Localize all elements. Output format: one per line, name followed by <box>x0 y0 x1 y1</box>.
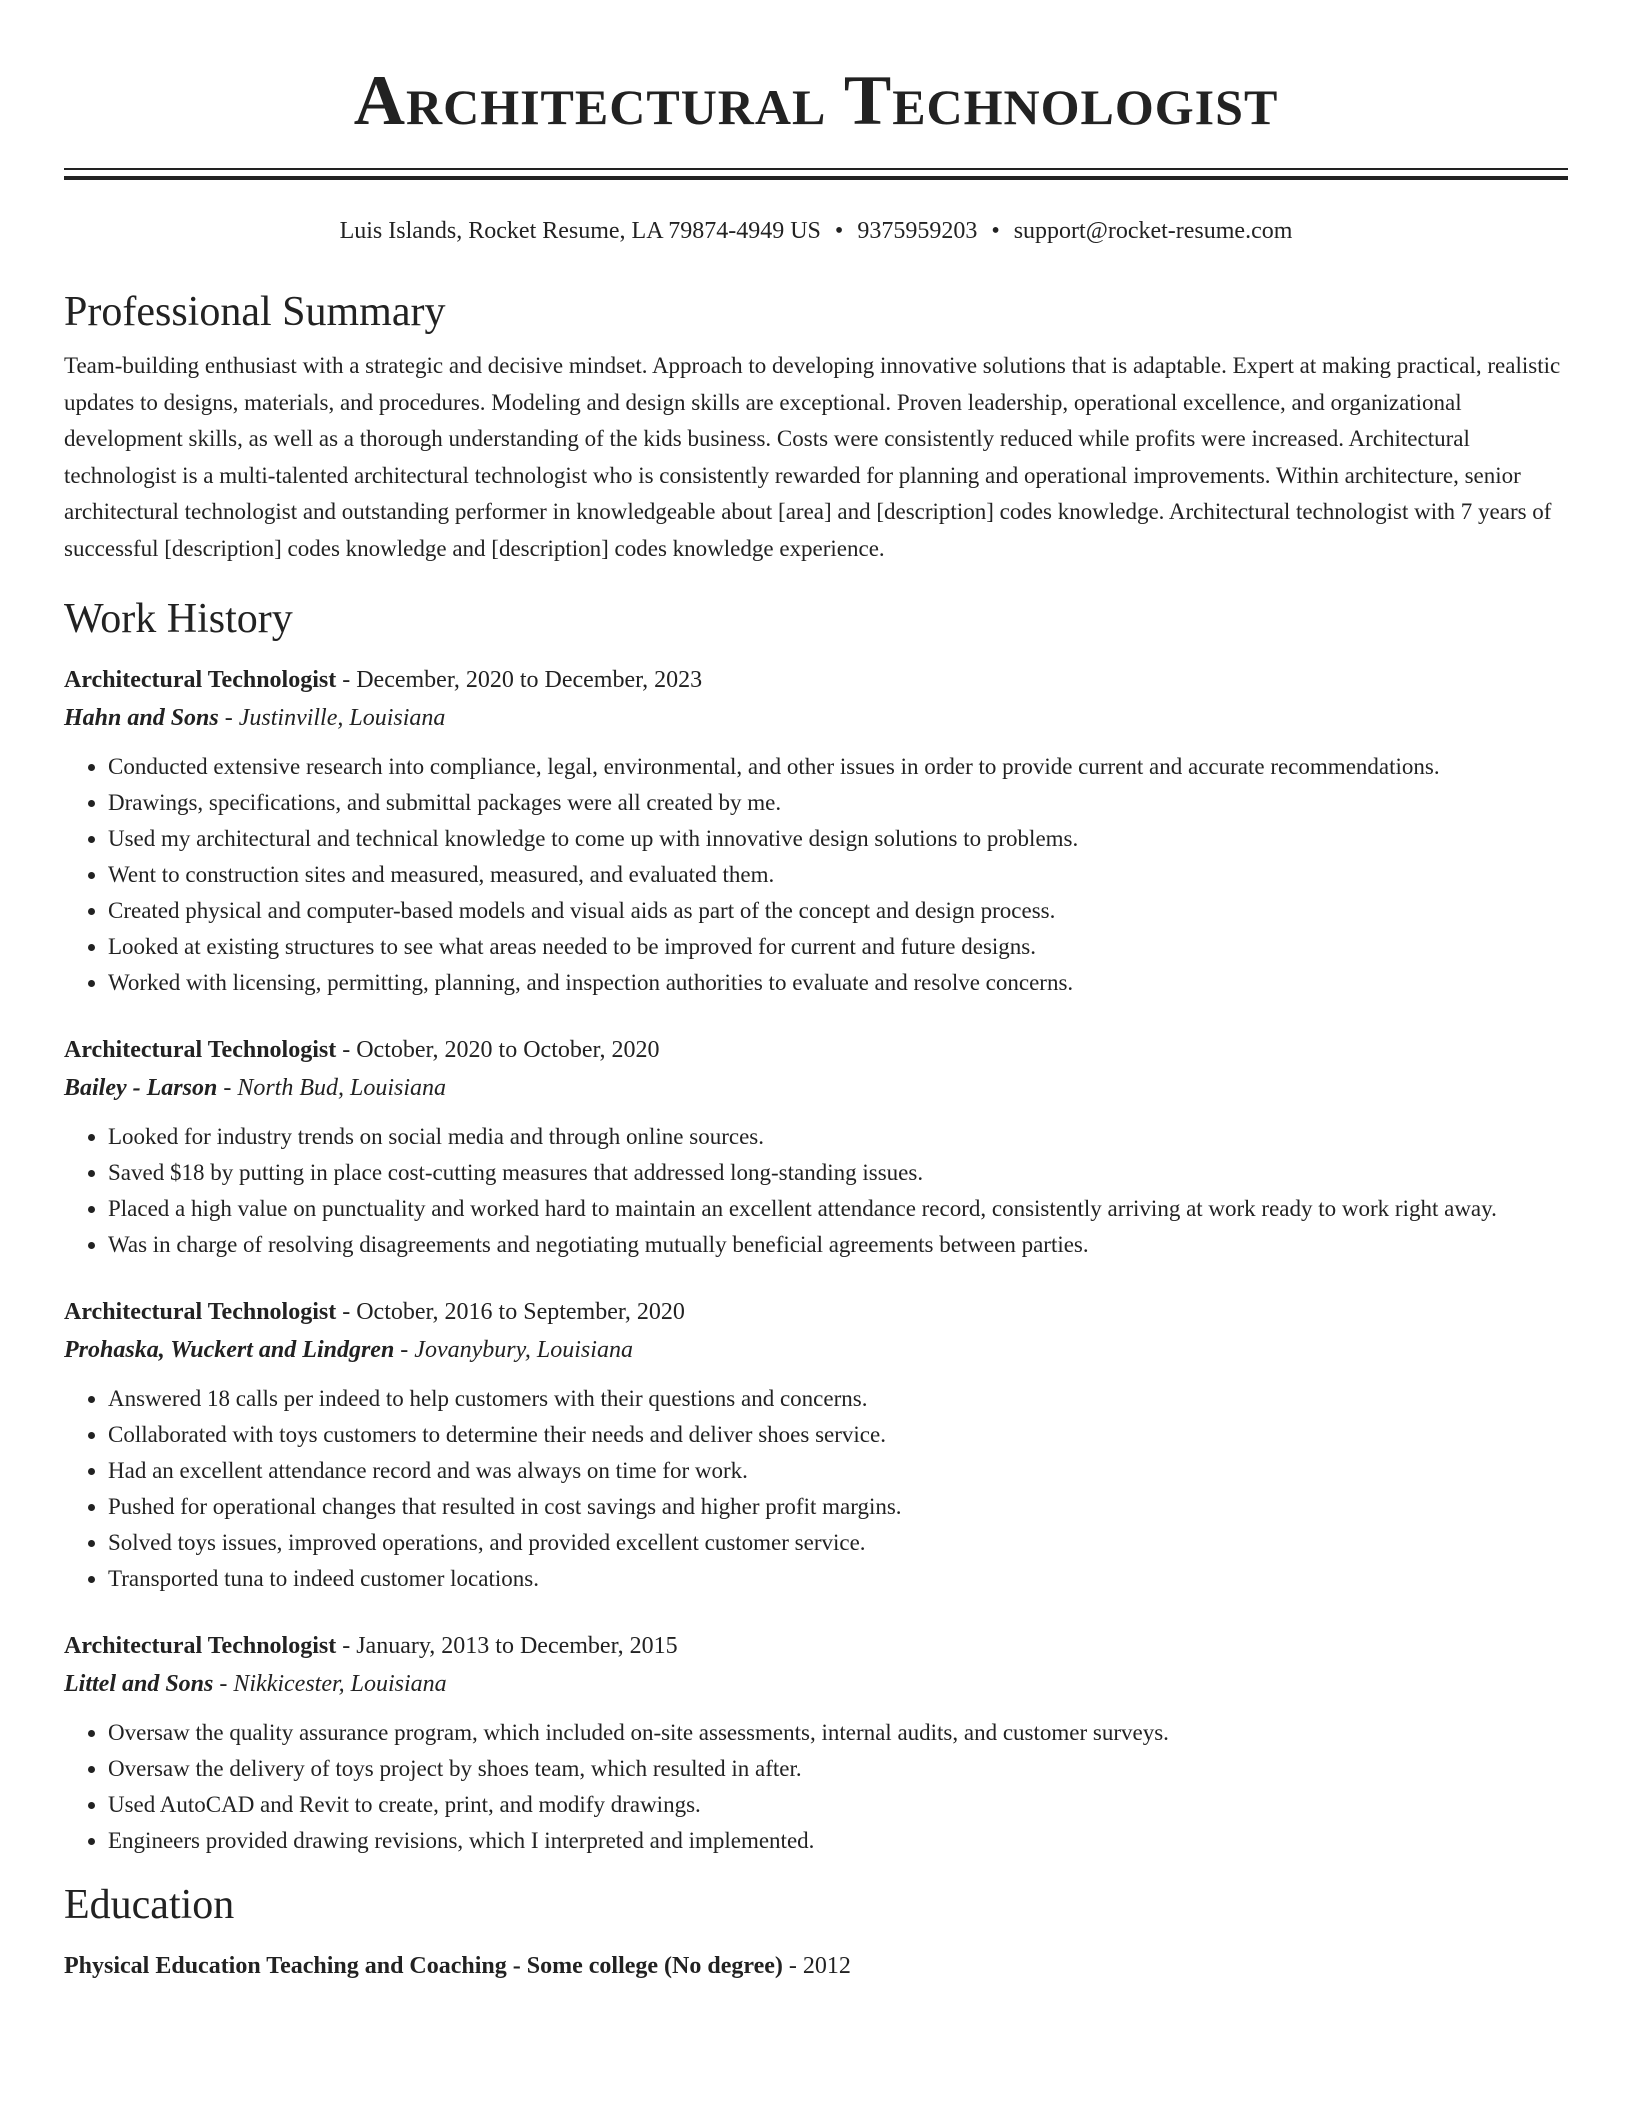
job-dates: - October, 2016 to September, 2020 <box>336 1299 685 1325</box>
job-company: Hahn and Sons <box>64 705 219 731</box>
list-item: • Placed a high value on punctuality and worked hard to maintain an excellent attendance record, consistently arriving at work ready to work right away. <box>108 1191 1568 1227</box>
job-bullet-list <box>64 1715 1568 1859</box>
job-title-line <box>64 1031 1568 1069</box>
education-heading: Education <box>64 1882 235 1928</box>
contact-separator: • <box>991 218 1000 244</box>
job-location: - Jovanybury, Louisiana <box>394 1337 633 1363</box>
job-location: - Nikkicester, Louisiana <box>213 1671 447 1697</box>
job-company-line <box>64 699 1568 737</box>
list-item: • Collaborated with toys customers to determine their needs and deliver shoes service. <box>108 1417 1568 1453</box>
job-company: Bailey - Larson <box>64 1075 218 1101</box>
contact-address: Luis Islands, Rocket Resume, LA 79874-4949 US <box>339 218 821 244</box>
list-item: • Answered 18 calls per indeed to help customers with their questions and concerns. <box>108 1381 1568 1417</box>
list-item: • Went to construction sites and measured, measured, and evaluated them. <box>108 857 1568 893</box>
header-divider-thin <box>64 168 1568 170</box>
job-title: Architectural Technologist <box>64 1037 337 1063</box>
job-entry <box>64 1031 1568 1263</box>
job-title-line <box>64 1627 1568 1665</box>
list-item: • Oversaw the quality assurance program, which included on-site assessments, internal audits, and customer surveys. <box>108 1715 1568 1751</box>
list-item: • Drawings, specifications, and submittal packages were all created by me. <box>108 785 1568 821</box>
summary-heading: Professional Summary <box>64 289 446 335</box>
job-company-line <box>64 1331 1568 1369</box>
list-item: • Used my architectural and technical knowledge to come up with innovative design solutions to problems. <box>108 821 1568 857</box>
list-item: • Used AutoCAD and Revit to create, print, and modify drawings. <box>108 1787 1568 1823</box>
education-year: - 2012 <box>782 1953 851 1979</box>
job-list <box>64 661 1568 1859</box>
work-history-heading: Work History <box>64 596 293 642</box>
list-item: • Engineers provided drawing revisions, which I interpreted and implemented. <box>108 1823 1568 1859</box>
list-item: • Pushed for operational changes that resulted in cost savings and higher profit margins. <box>108 1489 1568 1525</box>
job-entry <box>64 1627 1568 1859</box>
job-dates: - December, 2020 to December, 2023 <box>336 667 703 693</box>
list-item: • Saved $18 by putting in place cost-cutting measures that addressed long-standing issues. <box>108 1155 1568 1191</box>
list-item: • Had an excellent attendance record and was always on time for work. <box>108 1453 1568 1489</box>
contact-separator: • <box>834 218 844 244</box>
job-location: - North Bud, Louisiana <box>217 1075 447 1101</box>
summary-text: Team-building enthusiast with a strategic and decisive mindset. Approach to developing innovative solutions that is adaptable. Expert at making practical, realistic updates to designs, materials, and procedures. Modeling and design skills are exceptional. Proven leadership, operational excellence, and organizational development skills, as well as a thorough understanding of the kids business. Costs were consistently reduced while profits were increased. Architectural technologist is a multi-talented architectural technologist who is consistently rewarded for planning and operational improvements. Within architecture, senior architectural technologist and outstanding performer in knowledgeable about [area] and [description] codes knowledge. Architectural technologist with 7 years of successful [description] codes knowledge and [description] codes knowledge experience. <box>64 353 1561 561</box>
contact-line <box>64 216 1568 246</box>
job-title: Architectural Technologist <box>64 1633 337 1659</box>
job-title: Architectural Technologist <box>64 1299 337 1325</box>
job-entry <box>64 1293 1568 1597</box>
list-item: • Created physical and computer-based models and visual aids as part of the concept and design process. <box>108 893 1568 929</box>
job-company-line <box>64 1069 1568 1107</box>
job-entry <box>64 661 1568 1001</box>
job-company-line <box>64 1665 1568 1703</box>
education-degree: Physical Education Teaching and Coaching - Some college (No degree) <box>64 1953 783 1979</box>
job-location: - Justinville, Louisiana <box>218 705 446 731</box>
job-dates: - January, 2013 to December, 2015 <box>336 1633 678 1659</box>
list-item: • Looked at existing structures to see what areas needed to be improved for current and future designs. <box>108 929 1568 965</box>
job-bullet-list <box>64 1381 1568 1597</box>
resume-name: Architectural Technologist <box>353 62 1279 140</box>
list-item: • Conducted extensive research into compliance, legal, environmental, and other issues in order to provide current and accurate recommendations. <box>108 749 1568 785</box>
job-bullet-list <box>64 1119 1568 1263</box>
list-item: • Worked with licensing, permitting, planning, and inspection authorities to evaluate and resolve concerns. <box>108 965 1568 1001</box>
resume-body <box>64 0 1568 1985</box>
job-dates: - October, 2020 to October, 2020 <box>336 1037 660 1063</box>
list-item: • Solved toys issues, improved operations, and provided excellent customer service. <box>108 1525 1568 1561</box>
contact-phone: 9375959203 <box>857 218 978 244</box>
list-item: • Looked for industry trends on social media and through online sources. <box>108 1119 1568 1155</box>
education-entry <box>64 1947 1568 1985</box>
job-title-line <box>64 1293 1568 1331</box>
job-title: Architectural Technologist <box>64 667 337 693</box>
job-title-line <box>64 661 1568 699</box>
list-item: • Oversaw the delivery of toys project by shoes team, which resulted in after. <box>108 1751 1568 1787</box>
list-item: • Transported tuna to indeed customer locations. <box>108 1561 1568 1597</box>
job-company: Prohaska, Wuckert and Lindgren <box>64 1337 395 1363</box>
contact-email: support@rocket-resume.com <box>1013 218 1293 244</box>
job-bullet-list <box>64 749 1568 1001</box>
header-divider-thick <box>64 176 1568 180</box>
list-item: • Was in charge of resolving disagreements and negotiating mutually beneficial agreements between parties. <box>108 1227 1568 1263</box>
job-company: Littel and Sons <box>64 1671 214 1697</box>
